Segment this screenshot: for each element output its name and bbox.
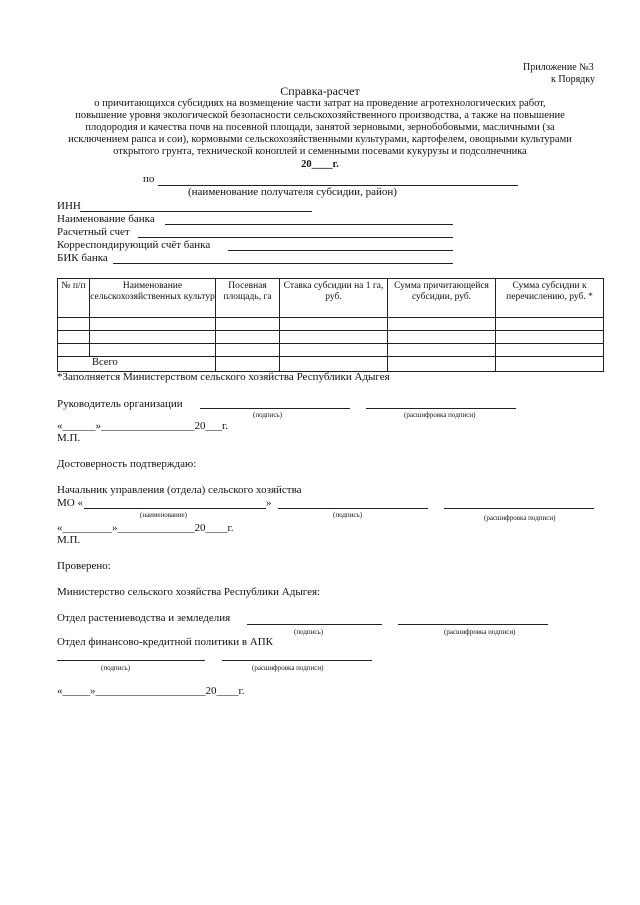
confirm-label: Достоверность подтверждаю: [57,458,197,470]
checked-label: Проверено: [57,560,111,572]
dept-head-sign-line[interactable] [278,508,428,509]
dept-head-mo-close: » [266,497,272,509]
table-row [58,344,604,357]
col-header-crop: Наименование сельскохозяйственных культур [90,279,216,318]
table-total-row [58,357,604,372]
dept-head-decode-caption: (расшифровка подписи) [484,514,556,522]
subsidy-table [57,278,604,372]
table-cell[interactable] [216,318,280,331]
table-cell[interactable] [58,331,90,344]
head-org-date[interactable]: «______»_________________20___г. [57,420,229,432]
total-label: Всего [58,357,216,372]
head-org-stamp: М.П. [57,432,81,444]
recipient-caption: (наименование получателя субсидии, район) [188,186,397,198]
account-label: Расчетный счет [57,226,130,238]
document-title: Справка-расчет [280,84,360,98]
finance-dept-sign-caption: (подпись) [101,664,131,672]
dept-head-mo-line[interactable] [84,508,266,509]
table-row [58,318,604,331]
bik-label: БИК банка [57,252,108,264]
description-line-3: плодородия и качества почв на посевной площади, занятой зерновыми, зернобобовыми, масличными (за [85,122,555,133]
bik-input-line[interactable] [113,263,453,264]
crop-dept-decode-line[interactable] [398,624,548,625]
table-cell[interactable] [388,331,496,344]
crop-dept-sign-caption: (подпись) [294,628,324,636]
footnote: *Заполняется Министерством сельского хозяйства Республики Адыгея [57,371,390,383]
table-cell[interactable] [90,344,216,357]
table-cell[interactable] [280,331,388,344]
table-cell[interactable] [90,331,216,344]
table-cell[interactable] [496,357,604,372]
table-header-row [58,279,604,318]
inn-label: ИНН [57,200,81,212]
head-org-decode-caption: (расшифровка подписи) [404,411,476,419]
col-header-number: № п/п [58,279,90,318]
table-cell[interactable] [496,344,604,357]
table-cell[interactable] [58,344,90,357]
description-line-1: о причитающихся субсидиях на возмещение части затрат на проведение агротехнологических работ, [94,98,546,109]
table-cell[interactable] [58,318,90,331]
bank-name-label: Наименование банка [57,213,155,225]
table-cell[interactable] [280,318,388,331]
head-org-sign-caption: (подпись) [253,411,283,419]
bank-name-input-line[interactable] [165,224,453,225]
col-header-transfer: Сумма субсидии к перечислению, руб. * [496,279,604,318]
appendix-line-1: Приложение №3 [523,62,594,73]
table-cell[interactable] [216,357,280,372]
dept-head-decode-line[interactable] [444,508,594,509]
dept-head-label: Начальник управления (отдела) сельского хозяйства [57,484,302,496]
year-line: 20____г. [301,159,339,170]
head-org-sign-line[interactable] [200,408,350,409]
finance-dept-label: Отдел финансово-кредитной политики в АПК [57,636,274,648]
description-line-4: исключением рапса и сои), кормовыми сельскохозяйственными культурами, картофелем, овощными культурами [68,134,572,145]
corr-account-label: Корреспондирующий счёт банка [57,239,211,251]
head-org-decode-line[interactable] [366,408,516,409]
dept-head-sign-caption: (подпись) [333,511,363,519]
document-header [0,84,640,171]
appendix-line-2: к Порядку [551,74,595,85]
table-cell[interactable] [388,357,496,372]
finance-dept-decode-caption: (расшифровка подписи) [252,664,324,672]
dept-head-name-caption: (наименование) [140,511,187,519]
head-org-label: Руководитель организации [57,398,183,410]
description-line-2: повышение уровня экологической безопасности сельскохозяйственного производства, а также на повышение [75,110,565,121]
table-cell[interactable] [90,318,216,331]
col-header-area: Посевная площадь, га [216,279,280,318]
table-cell[interactable] [216,344,280,357]
ministry-label: Министерство сельского хозяйства Республики Адыгея: [57,586,321,598]
table-cell[interactable] [388,318,496,331]
account-input-line[interactable] [138,237,453,238]
final-date[interactable]: «_____»____________________20____г. [57,685,245,697]
inn-input-line[interactable] [80,211,312,212]
crop-dept-sign-line[interactable] [247,624,382,625]
col-header-rate: Ставка субсидии на 1 га, руб. [280,279,388,318]
table-cell[interactable] [388,344,496,357]
finance-dept-decode-line[interactable] [222,660,372,661]
finance-dept-sign-line[interactable] [57,660,205,661]
dept-head-date[interactable]: «_________»______________20____г. [57,522,234,534]
table-cell[interactable] [496,331,604,344]
recipient-prefix: по [143,173,155,185]
table-cell[interactable] [280,357,388,372]
table-row [58,331,604,344]
table-cell[interactable] [496,318,604,331]
table-cell[interactable] [280,344,388,357]
table-cell[interactable] [216,331,280,344]
dept-head-stamp: М.П. [57,534,81,546]
crop-dept-label: Отдел растениеводства и земледелия [57,612,231,624]
corr-account-input-line[interactable] [228,250,453,251]
crop-dept-decode-caption: (расшифровка подписи) [444,628,516,636]
col-header-due: Сумма причитающейся субсидии, руб. [388,279,496,318]
description-line-5: открытого грунта, технической коноплей и семенными посевами кукурузы и подсолнечника [113,146,527,157]
dept-head-mo-label: МО « [57,497,83,509]
